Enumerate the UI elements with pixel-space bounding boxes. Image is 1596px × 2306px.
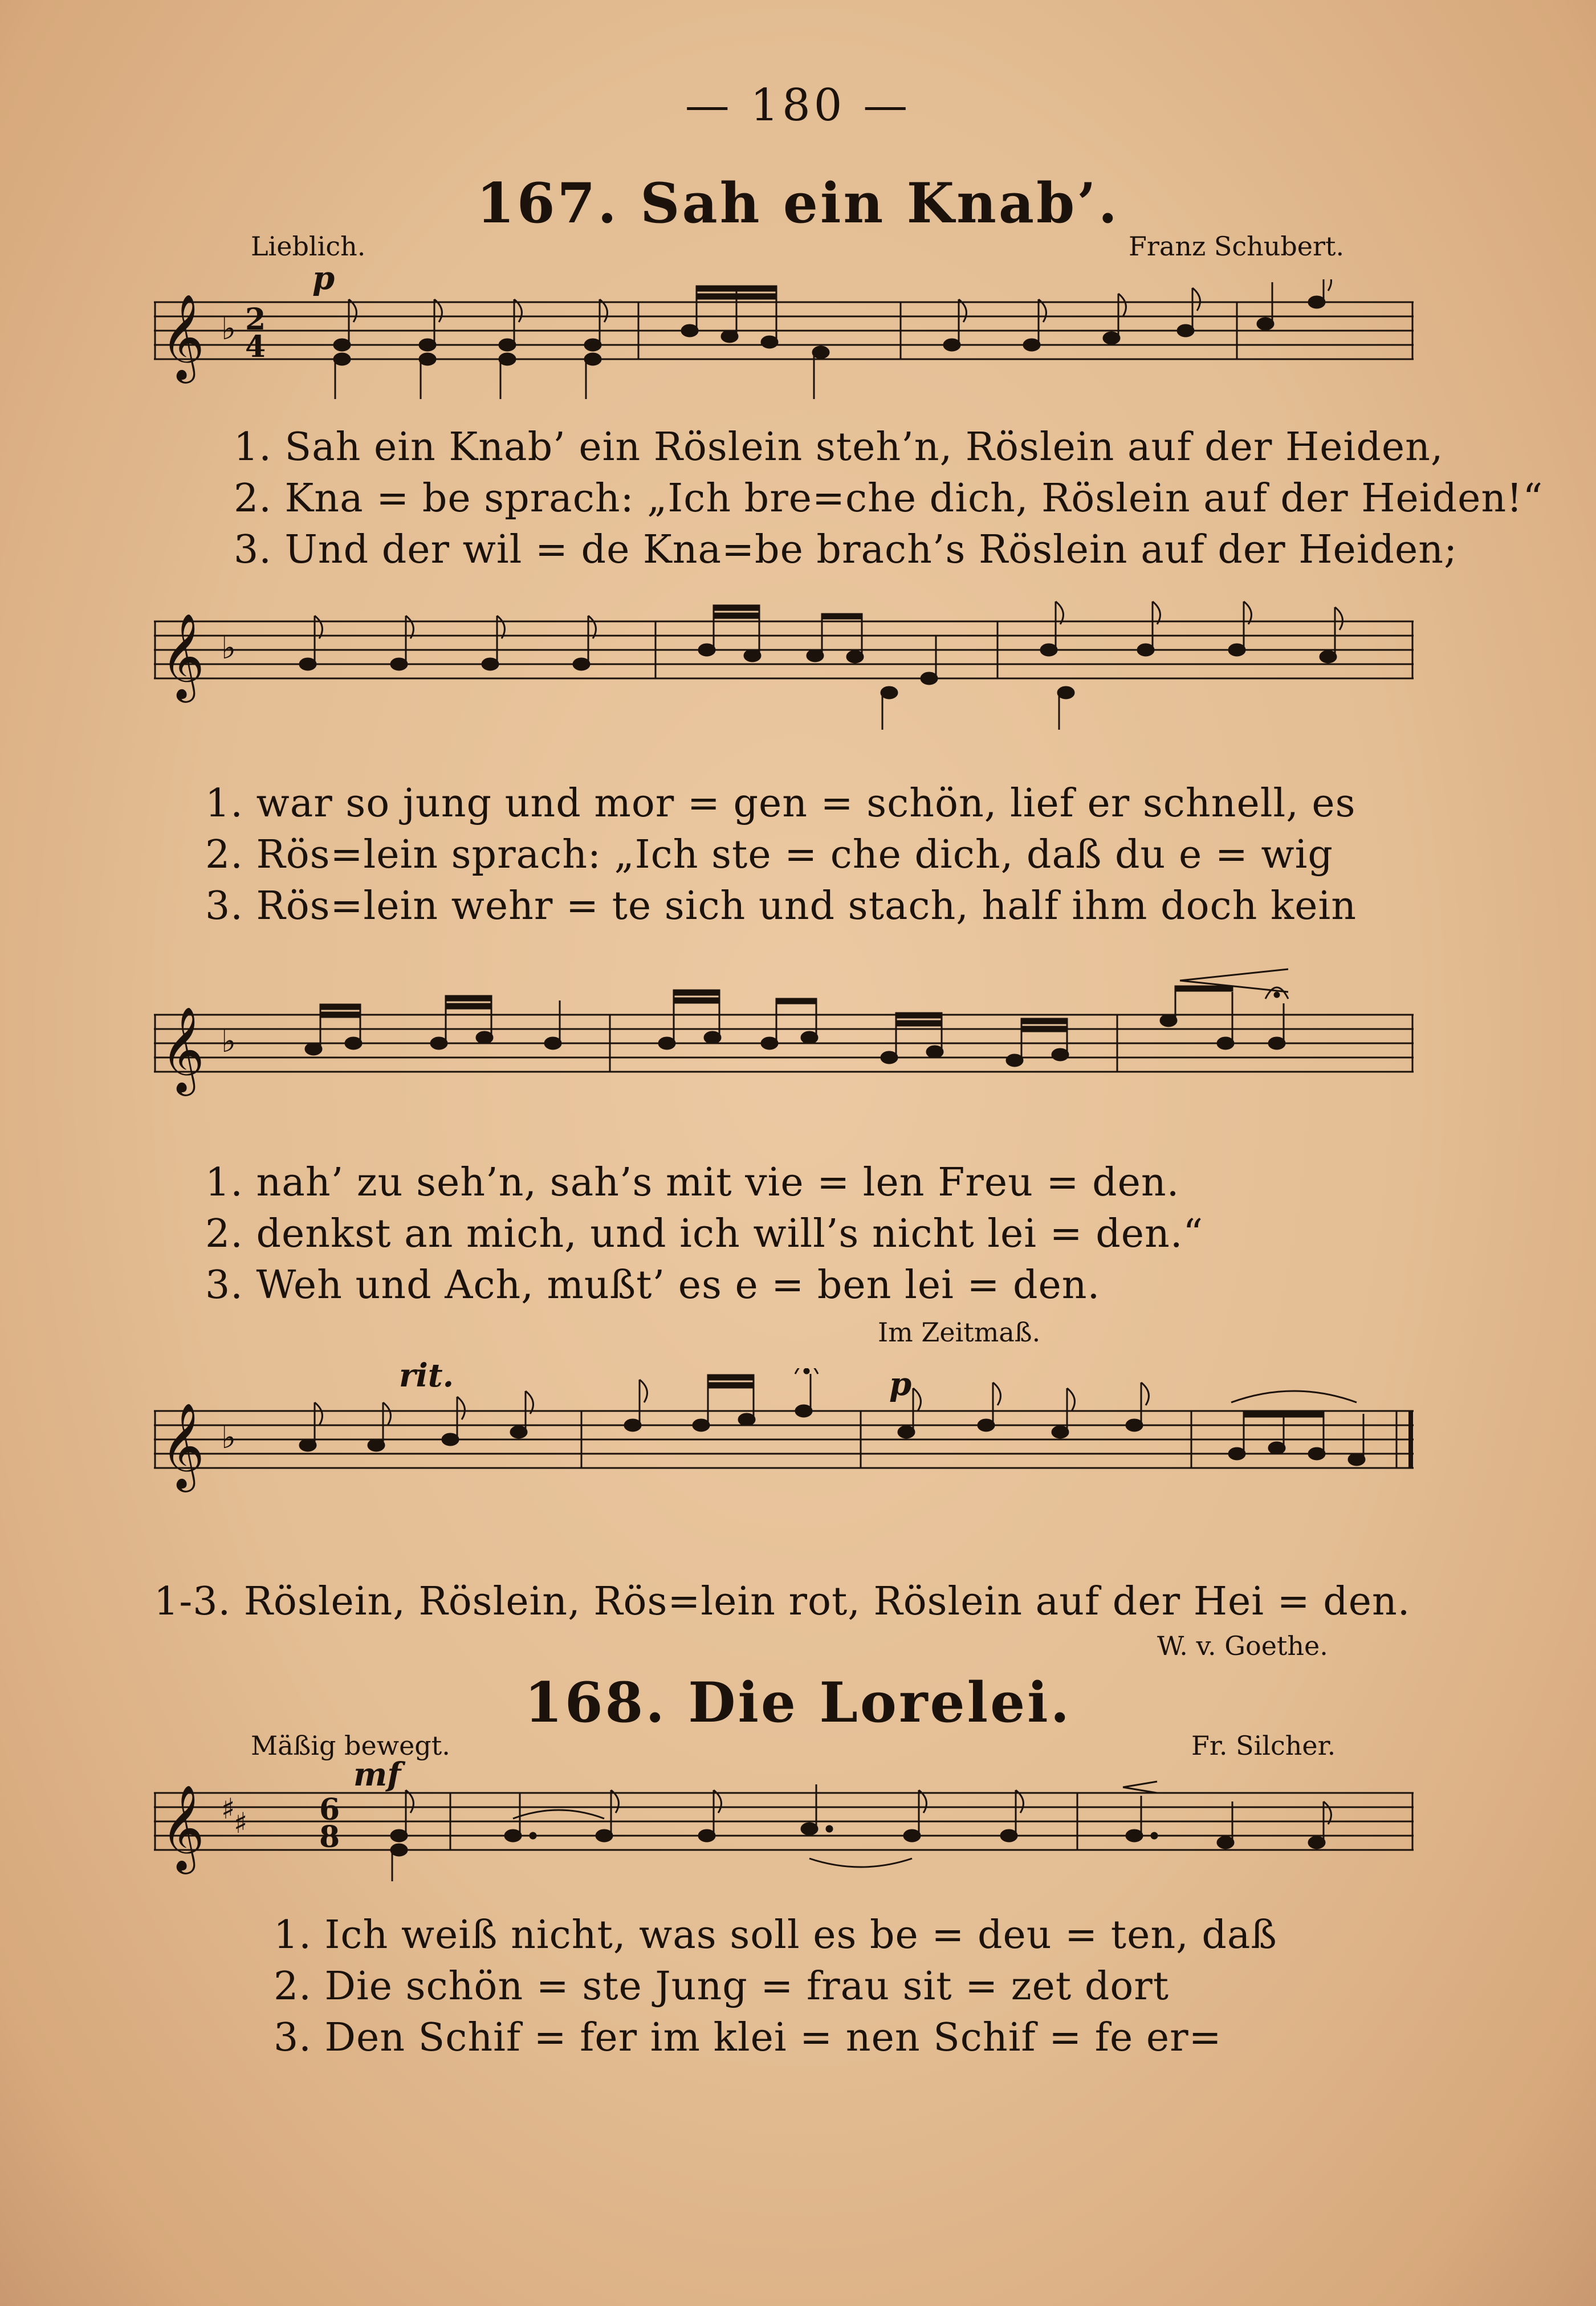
svg-text:𝄞: 𝄞 (161, 612, 205, 699)
svg-text:♯: ♯ (234, 1807, 248, 1840)
lyric-168-1-v2: 2. Die schön = ste Jung = frau sit = zet dort (274, 1964, 1170, 2009)
poet-167: W. v. Goethe. (1157, 1630, 1328, 1661)
song-title-167: 167. Sah ein Knab’. (476, 171, 1120, 235)
dynamic-marking-168: mf (353, 1756, 401, 1793)
lyric-167-2-v2: 2. Rös=lein sprach: „Ich ste = che dich, daß du e = wig (205, 832, 1333, 877)
dynamic-marking-167: p (312, 259, 335, 297)
lyric-167-2-v1: 1. war so jung und mor = gen = schön, lief er schnell, es (205, 781, 1356, 826)
svg-text:8: 8 (319, 1820, 340, 1854)
composer-167: Franz Schubert. (1129, 231, 1345, 262)
treble-clef: 𝄞 (161, 293, 205, 380)
lyric-167-1-v3: 3. Und der wil = de Kna=be brach’s Röslein auf der Heiden; (234, 527, 1457, 572)
lyric-167-1-v2: 2. Kna = be sprach: „Ich bre=che dich, Röslein auf der Heiden!“ (234, 476, 1544, 521)
time-signature-167: 2 (245, 302, 266, 337)
music-staff-167-1 (154, 279, 1419, 433)
lyric-167-4-refrain: 1-3. Röslein, Röslein, Rös=lein rot, Röslein auf der Hei = den. (154, 1579, 1411, 1624)
svg-text:♭: ♭ (221, 629, 236, 666)
svg-text:4: 4 (245, 330, 266, 364)
song-title-168: 168. Die Lorelei. (524, 1670, 1072, 1735)
dynamic-marking-167-4: p (889, 1365, 912, 1403)
lyric-167-3-v3: 3. Weh und Ach, mußt’ es e = ben lei = den. (205, 1263, 1101, 1308)
music-staff-167-3 (154, 958, 1419, 1140)
music-staff-167-4 (154, 1368, 1419, 1551)
music-staff-167-2 (154, 593, 1419, 764)
page-number: — 180 — (685, 80, 911, 131)
svg-text:𝄞: 𝄞 (161, 1006, 205, 1092)
lyric-167-1-v1: 1. Sah ein Knab’ ein Röslein steh’n, Röslein auf der Heiden, (234, 425, 1444, 470)
lyric-168-1-v3: 3. Den Schif = fer im klei = nen Schif = fe er= (274, 2015, 1222, 2060)
svg-text:6: 6 (319, 1792, 340, 1827)
tempo-marking-167: Lieblich. (251, 231, 366, 262)
music-staff-168-1 (154, 1779, 1419, 1933)
svg-text:♭: ♭ (221, 1419, 236, 1455)
lyric-167-3-v2: 2. denkst an mich, und ich will’s nicht lei = den.“ (205, 1211, 1204, 1256)
ritardando-marking: rit. (399, 1357, 454, 1394)
svg-text:𝄞: 𝄞 (161, 1784, 205, 1870)
composer-168: Fr. Silcher. (1191, 1730, 1336, 1761)
lyric-168-1-v1: 1. Ich weiß nicht, was soll es be = deu = ten, daß (274, 1913, 1277, 1958)
svg-text:♭: ♭ (221, 1023, 236, 1059)
lyric-167-2-v3: 3. Rös=lein wehr = te sich und stach, half ihm doch kein (205, 884, 1357, 929)
key-flat: ♭ (221, 310, 236, 347)
svg-text:𝄞: 𝄞 (161, 1402, 205, 1488)
lyric-167-3-v1: 1. nah’ zu seh’n, sah’s mit vie = len Freu = den. (205, 1160, 1180, 1205)
tempo-marking-168: Mäßig bewegt. (251, 1730, 450, 1761)
tempo-change-marking: Im Zeitmaß. (878, 1317, 1041, 1348)
svg-text:♯: ♯ (221, 1792, 235, 1825)
